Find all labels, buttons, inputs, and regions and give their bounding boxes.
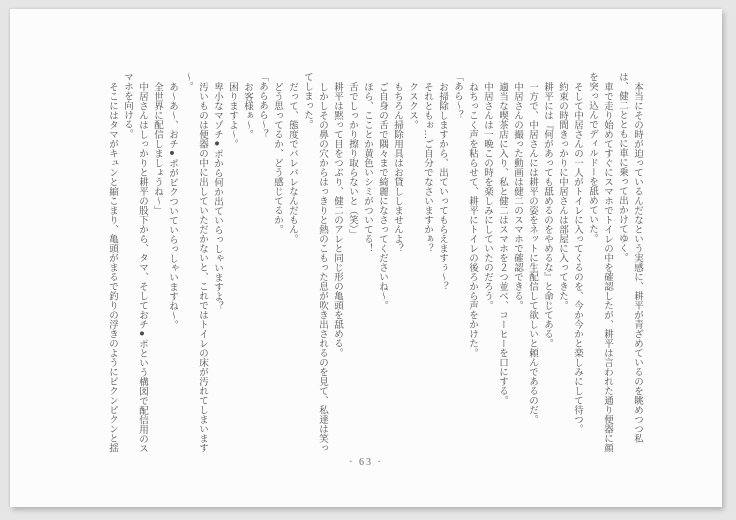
paragraph: もちろん掃除用具はお貸ししませんよ？ [392,81,402,253]
paragraph: 中居さんの撮った動画は健二のスマホで確認できる。 [512,81,522,310]
paragraph: 全世界に配信しましょうね～」 [152,81,162,215]
paragraph: お客様ぁ～。 [242,81,252,139]
paragraph: 耕平には『何があっても舐めるのをやめるな』と命じてある。 [542,81,552,348]
paragraph: 中居さんは一晩この時を楽しみにしていたのだろう。 [482,81,492,310]
paragraph: 「あら～？ [452,72,462,120]
paragraph: 適当な喫茶店に入り、私と健二はスマホを２つ並べ、コーヒーを口にする。 [497,81,507,405]
paragraph: 車で走り始めてすぐにスマホでトイレの中を確認したが、耕平は言われた通り便器に顔を突っ込んでディルドーを舐めていた。 [587,72,612,452]
paragraph: 舌でしっかり擦り取らないと（笑）」 [347,81,357,239]
paragraph: 約束の時間きっかりに中居さんは部屋に入ってきた。 [557,81,567,310]
page-number: · 63 · [349,457,383,468]
paragraph: それともぉ…ご自分でなさいますかぁ？ [422,81,432,253]
paragraph: 本当にその時が迫っているんだなという実感に、耕平が青ざめているのを眺めつつ私は、健二とともに車に乗って出かけてゆく。 [617,72,642,443]
book-page [10,9,722,507]
paragraph: 汚いものは便器の中に出していただかないと、これではトイレの床が汚れてしまいます～。 [182,72,207,452]
paragraph: 耕平は黙って目をつぶり、健二のアレと同じ形の亀頭を舐める。 [332,81,342,357]
paragraph: ほら、こことか黄色いシミがついてる！ [362,81,372,253]
paragraph: ねちっこく声を粘らせて、耕平にトイレの後ろから声をかけた。 [467,81,477,357]
paragraph: 困りますよ～。 [227,81,237,148]
paragraph: そして中居さんの一人がトイレに入ってくるのを、今か今かと楽しみにして待つ。 [572,81,582,433]
novel-text-block [82,72,644,454]
paragraph: 中居さんはしっかりと耕平の股下から、タマ、そしておチ●ポという構図で配信用のスマホを向ける。 [122,72,147,453]
paragraph: しかしその鼻の穴からはっきりと熱のこもった息が吹き出されるのを見て、私達は笑ってしまった。 [302,72,327,452]
paragraph: お掃除しますから、出ていってもらえますぅ～？ [437,81,447,291]
paragraph: あ～あ～、おチ●ポがビクついていらっしゃいますね～。 [167,81,177,329]
paragraph: 一方で、中居さんには耕平の姿をネットに生配信して欲しいと頼んであるのだ。 [527,81,537,424]
paragraph: 卑小なマゾチ●ポから何か出ていらっしゃいますよ？ [212,81,222,310]
paragraph: どう思ってるか、どう感じてるか。 [272,81,282,234]
paragraph: そこにはタマがキュンと縮こまり、亀頭がまるで釣りの浮きのようにピクンピクンと揺 [107,81,117,452]
paragraph: クスクス。 [407,81,417,129]
paragraph: ご自身の舌で隅々まで綺麗になさってくださいね～。 [377,81,387,310]
paragraph: だって、態度でバレバレなんだもん。 [287,81,297,243]
paragraph: 「あらあら～？ [257,72,267,139]
